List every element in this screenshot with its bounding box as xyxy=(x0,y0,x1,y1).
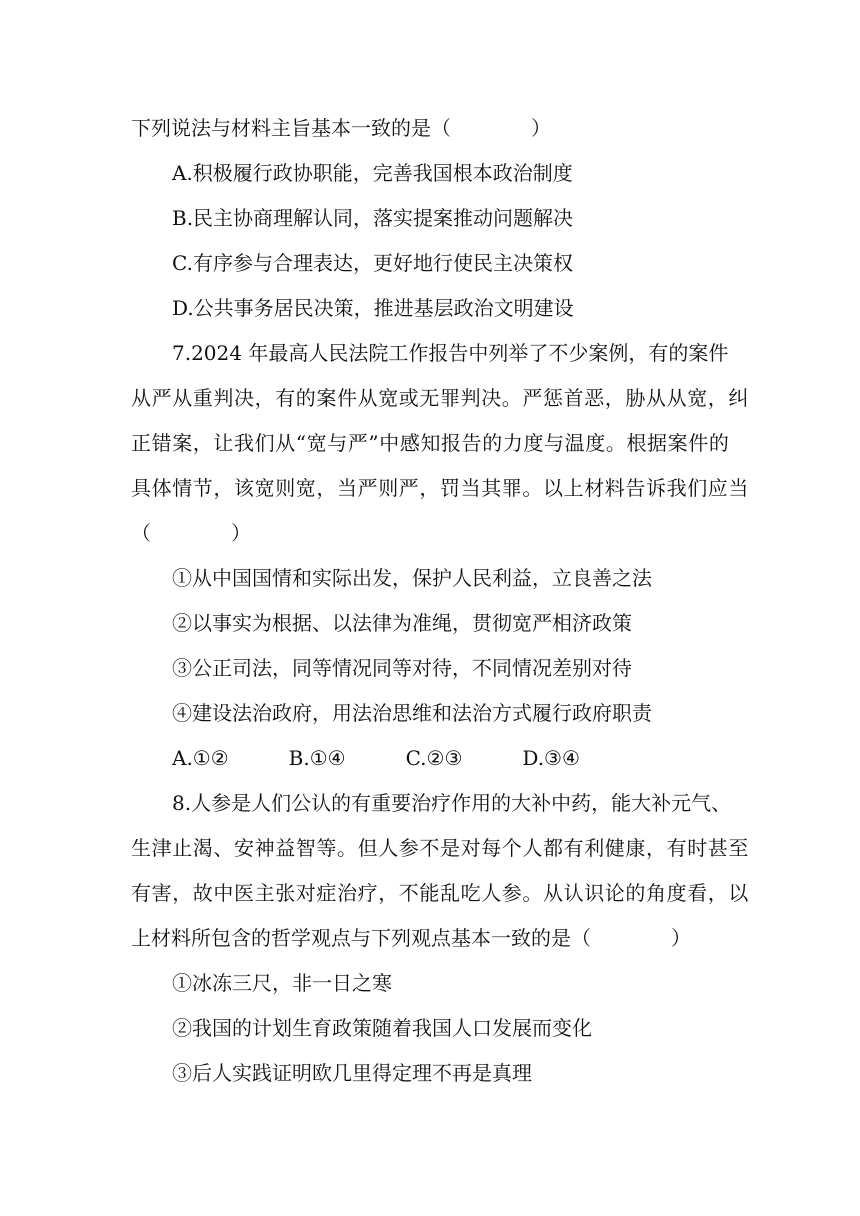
q7-stem-line-2: 从严从重判决，有的案件从宽或无罪判决。严惩首恶，胁从从宽，纠 xyxy=(131,386,749,410)
q7-item-1: ①从中国国情和实际出发，保护人民利益，立良善之法 xyxy=(172,566,652,590)
q8-stem-line-1: 8.人参是人们公认的有重要治疗作用的大补中药，能大补元气、 xyxy=(172,791,732,815)
q7-stem-line-1: 7.2024 年最高人民法院工作报告中列举了不少案例，有的案件 xyxy=(172,341,729,365)
q8-stem-line-3: 有害，故中医主张对症治疗，不能乱吃人参。从认识论的角度看，以 xyxy=(131,881,749,905)
q7-stem-line-4: 具体情节，该宽则宽，当严则严，罚当其罪。以上材料告诉我们应当 xyxy=(131,476,749,500)
q8-item-1: ①冰冻三尺，非一日之寒 xyxy=(172,971,392,995)
q6-stem-tail: 下列说法与材料主旨基本一致的是（ ） xyxy=(131,116,551,140)
q6-option-c: C.有序参与合理表达，更好地行使民主决策权 xyxy=(172,251,573,275)
q7-stem-line-3: 正错案，让我们从“宽与严”中感知报告的力度与温度。根据案件的 xyxy=(131,431,730,455)
q7-choices: A.①② B.①④ C.②③ D.③④ xyxy=(172,746,580,770)
q6-option-b: B.民主协商理解认同，落实提案推动问题解决 xyxy=(172,206,574,230)
q7-item-3: ③公正司法，同等情况同等对待，不同情况差别对待 xyxy=(172,656,632,680)
q8-item-3: ③后人实践证明欧几里得定理不再是真理 xyxy=(172,1061,532,1085)
q8-stem-line-4: 上材料所包含的哲学观点与下列观点基本一致的是（ ） xyxy=(131,926,691,950)
q8-stem-line-2: 生津止渴、安神益智等。但人参不是对每个人都有利健康，有时甚至 xyxy=(131,836,749,860)
q8-item-2: ②我国的计划生育政策随着我国人口发展而变化 xyxy=(172,1016,592,1040)
q7-item-2: ②以事实为根据、以法律为准绳，贯彻宽严相济政策 xyxy=(172,611,632,635)
q6-option-a: A.积极履行政协职能，完善我国根本政治制度 xyxy=(172,161,573,185)
q6-option-d: D.公共事务居民决策，推进基层政治文明建设 xyxy=(172,296,574,320)
q7-item-4: ④建设法治政府，用法治思维和法治方式履行政府职责 xyxy=(172,701,652,725)
q7-answer-bracket: （ ） xyxy=(131,521,251,545)
